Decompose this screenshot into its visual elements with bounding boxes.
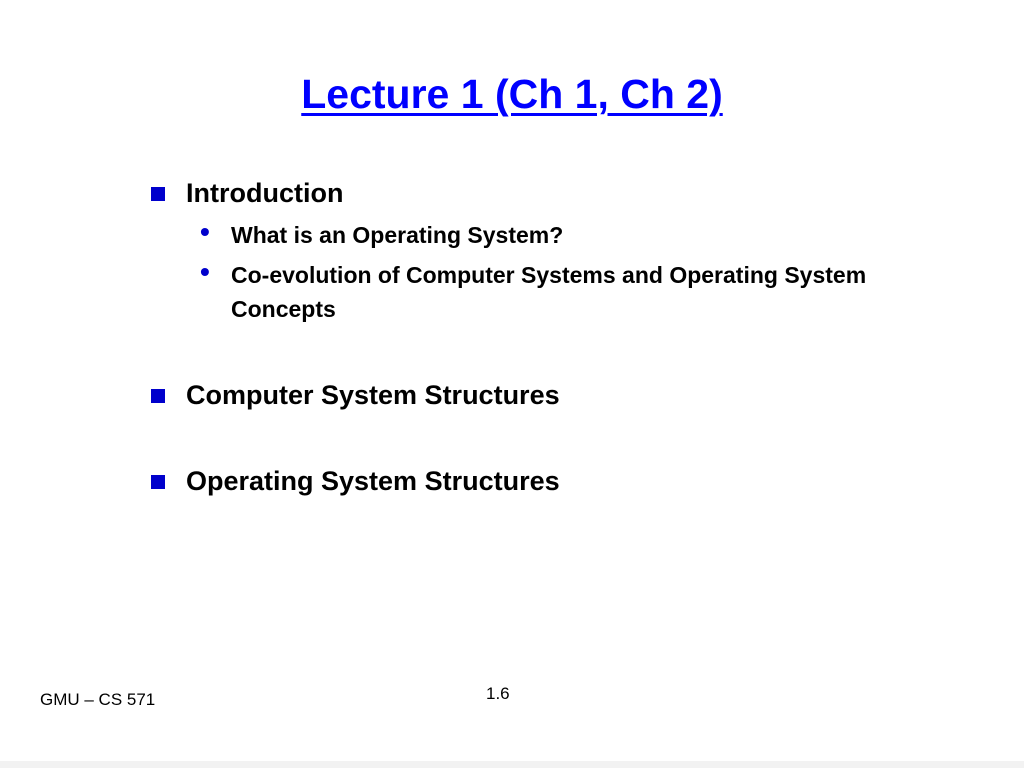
- bullet-text: Introduction: [186, 178, 344, 208]
- bullet-text: Computer System Structures: [186, 380, 560, 410]
- page-number: 1.6: [486, 684, 510, 703]
- dot-bullet-icon: •: [200, 256, 210, 287]
- bullet-item-computer-system-structures: [146, 378, 966, 412]
- square-bullet-icon: [151, 187, 165, 201]
- dot-bullet-icon: •: [200, 216, 210, 247]
- slide-title: Lecture 1 (Ch 1, Ch 2): [301, 71, 723, 117]
- bullet-item-introduction: [146, 176, 966, 326]
- bullet-list: [146, 176, 966, 498]
- square-bullet-icon: [151, 389, 165, 403]
- bullet-item-operating-system-structures: [146, 464, 966, 498]
- footer-course-label: GMU – CS 571: [40, 690, 156, 709]
- sub-bullet-list: [186, 218, 966, 326]
- sub-bullet-text: What is an Operating System?: [231, 222, 564, 248]
- square-bullet-icon: [151, 475, 165, 489]
- bullet-text: Operating System Structures: [186, 466, 560, 496]
- sub-bullet-item: [186, 218, 891, 252]
- sub-bullet-item: [186, 258, 891, 326]
- bottom-divider: [0, 761, 1024, 768]
- sub-bullet-text: Co-evolution of Computer Systems and Operating System Concepts: [231, 262, 867, 322]
